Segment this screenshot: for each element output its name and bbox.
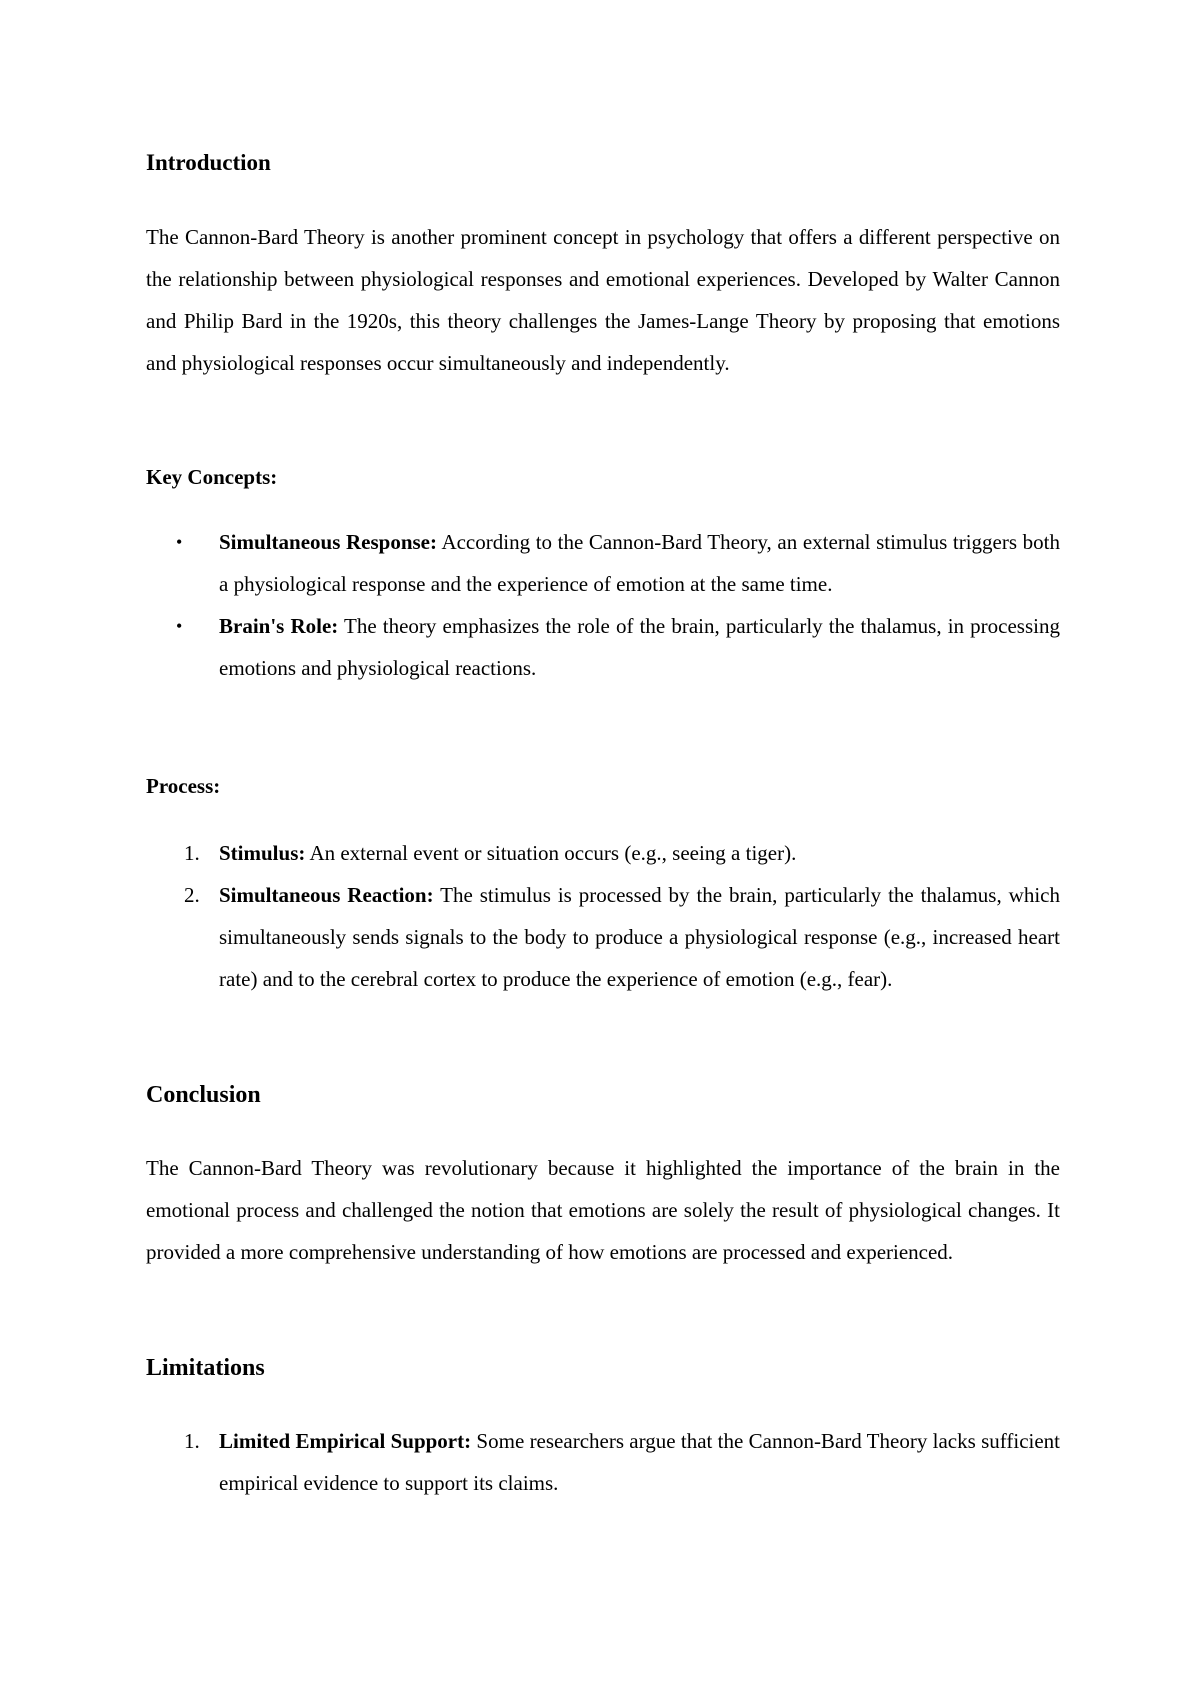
- bullet-marker: •: [176, 616, 183, 636]
- concept-text: The theory emphasizes the role of the brain, particularly the thalamus, in processing emotions and physiological reactions.: [219, 614, 1060, 680]
- list-item: [146, 874, 1060, 1000]
- concept-term: Brain's Role:: [219, 614, 339, 638]
- limitation-text: Some researchers argue that the Cannon-Bard Theory lacks sufficient empirical evidence to support its claims.: [219, 1429, 1061, 1495]
- list-item: [146, 832, 1060, 874]
- concept-text: According to the Cannon-Bard Theory, an external stimulus triggers both a physiological response and the experience of emotion at the same time.: [219, 530, 1060, 596]
- bullet-marker: •: [176, 532, 183, 552]
- process-term: Stimulus:: [219, 841, 306, 865]
- limitation-term: Limited Empirical Support:: [219, 1429, 472, 1453]
- process-list: [146, 832, 1060, 1000]
- limitations-heading: Limitations: [146, 1355, 265, 1381]
- number-marker: 1.: [184, 841, 200, 865]
- process-text: An external event or situation occurs (e.g., seeing a tiger).: [305, 841, 797, 865]
- process-heading: Process:: [146, 774, 221, 798]
- introduction-paragraph: The Cannon-Bard Theory is another prominent concept in psychology that offers a different perspective on the relationship between physiological responses and emotional experiences. Developed by Walter Cannon and Philip Bard in the 1920s, this theory challenges the James-Lange Theory by proposing that emotions and physiological responses occur simultaneously and independently.: [146, 225, 1060, 375]
- key-concepts-list: [146, 521, 1060, 689]
- conclusion-heading: Conclusion: [146, 1082, 261, 1108]
- number-marker: 1.: [184, 1429, 200, 1453]
- key-concepts-heading: Key Concepts:: [146, 465, 278, 489]
- process-term: Simultaneous Reaction:: [219, 883, 434, 907]
- number-marker: 2.: [184, 883, 200, 907]
- process-text: The stimulus is processed by the brain, particularly the thalamus, which simultaneously sends signals to the body to produce a physiological response (e.g., increased heart rate) and to the cerebral cortex to produce the experience of emotion (e.g., fear).: [219, 883, 1060, 991]
- list-item: [146, 1420, 1060, 1504]
- concept-term: Simultaneous Response:: [219, 530, 437, 554]
- list-item: [146, 521, 1060, 605]
- conclusion-paragraph: The Cannon-Bard Theory was revolutionary because it highlighted the importance of the brain in the emotional process and challenged the notion that emotions are solely the result of physiological changes. It provided a more comprehensive understanding of how emotions are processed and experienced.: [146, 1156, 1060, 1264]
- list-item: [146, 605, 1060, 689]
- limitations-list: [146, 1420, 1060, 1504]
- introduction-heading: Introduction: [146, 150, 271, 175]
